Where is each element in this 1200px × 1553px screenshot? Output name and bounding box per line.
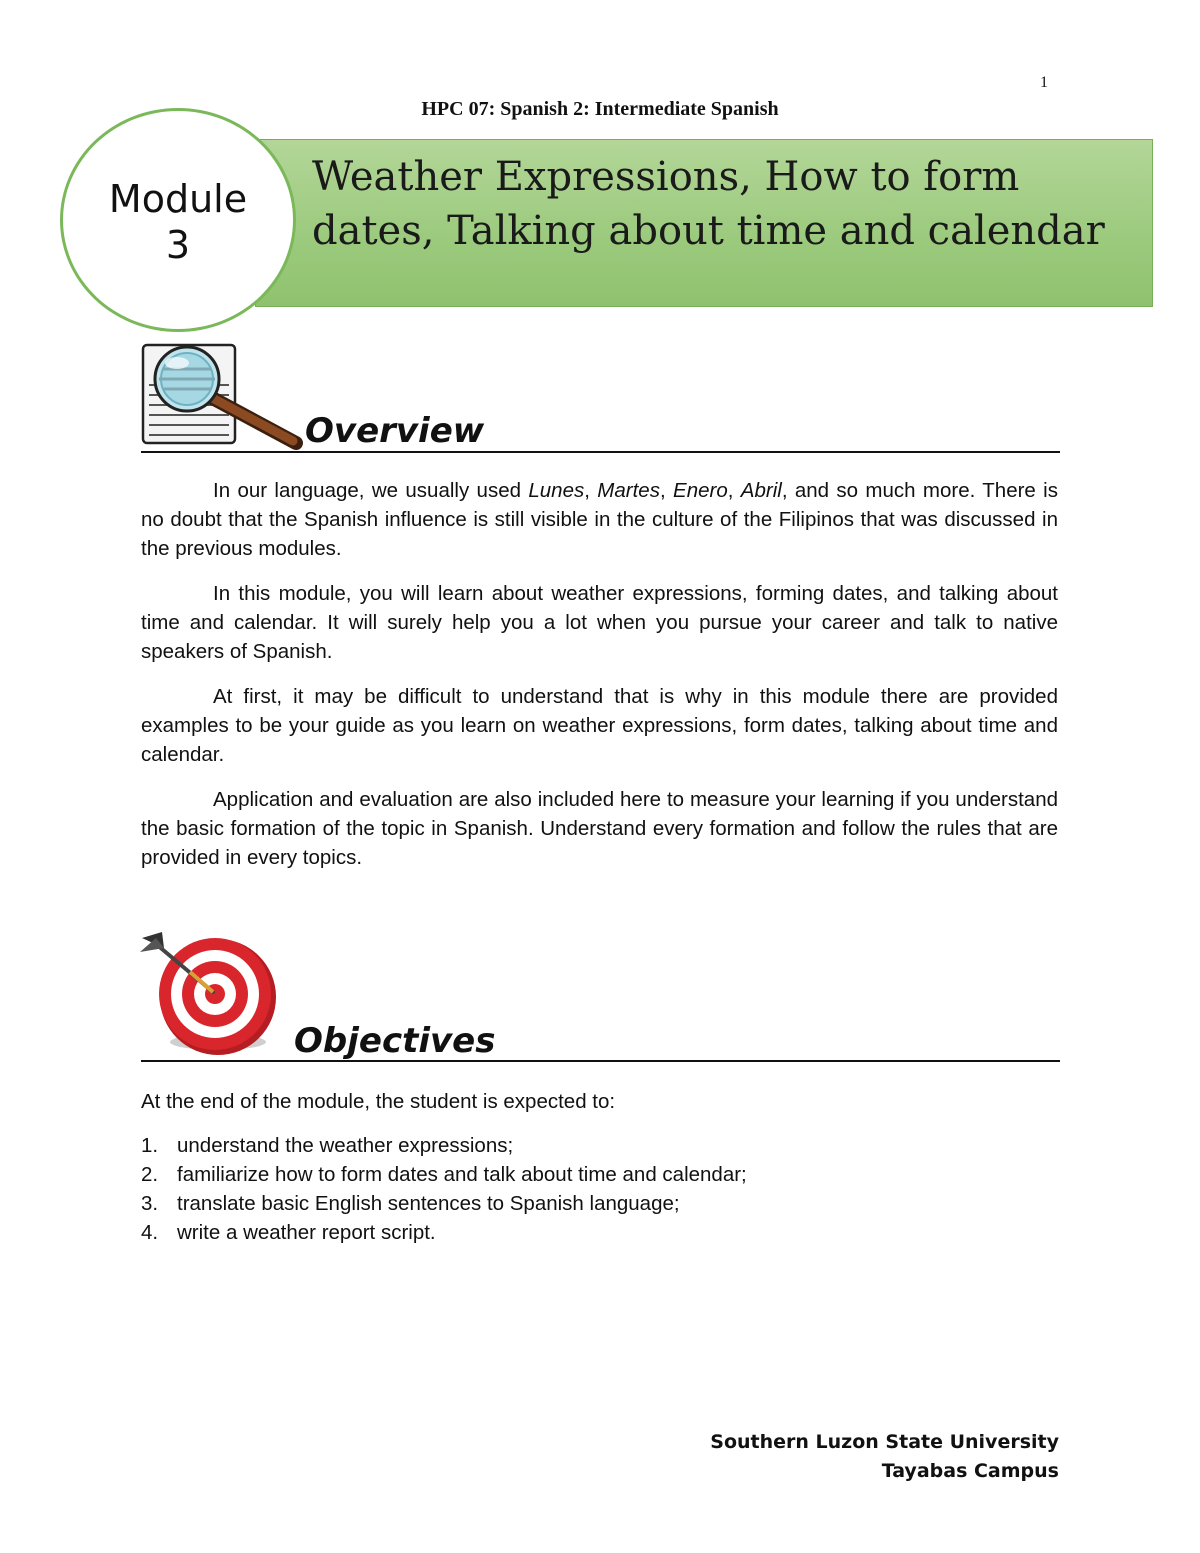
objective-item (141, 1218, 747, 1247)
objective-item (141, 1189, 747, 1218)
overview-heading: Overview (305, 411, 485, 451)
target-dart-icon (138, 930, 283, 1055)
module-badge-label (60, 176, 296, 268)
objectives-rule (141, 1060, 1060, 1062)
text-run: Application and evaluation are also included here to measure your learning if you understand the basic formation of the topic in Spanish. Understand every formation and follow the rules that are provided in every topics. (141, 788, 1058, 869)
text-run: At first, it may be difficult to understand that is why in this module there are provided examples to be your guide as you learn on weather expressions, form dates, talking about time and calendar. (141, 685, 1058, 766)
italic-term: Abril (740, 479, 782, 502)
module-word: Module (108, 177, 248, 221)
course-header: HPC 07: Spanish 2: Intermediate Spanish (421, 98, 779, 120)
overview-paragraph (141, 785, 1058, 872)
italic-term: Enero (673, 479, 728, 502)
objectives-heading: Objectives (294, 1021, 496, 1061)
text-run: , (584, 479, 598, 502)
text-run: In our language, we usually used (213, 479, 529, 502)
objective-text: understand the weather expressions; (177, 1134, 514, 1157)
text-run: , (659, 479, 674, 502)
text-run: , and so much more. There is no doubt that the Spanish influence is still visible in the culture of the Filipinos that was discussed in the previous modules. (141, 479, 1058, 560)
footer (600, 1428, 1059, 1486)
overview-paragraph (141, 682, 1058, 769)
module-title: Weather Expressions, How to form dates, Talking about time and calendar (312, 154, 1105, 254)
objective-number: 3. (141, 1192, 159, 1215)
italic-term: Lunes (528, 479, 585, 502)
module-number: 3 (165, 223, 191, 267)
objectives-list (141, 1131, 747, 1247)
university-name: Southern Luzon State University (710, 1431, 1059, 1453)
overview-body (141, 476, 1058, 888)
text-run: In this module, you will learn about weather expressions, forming dates, and talking about time and calendar. It will surely help you a lot when you pursue your career and talk to native speakers of Spanish. (141, 582, 1058, 663)
objective-item (141, 1160, 747, 1189)
italic-term: Martes (597, 479, 660, 502)
objective-text: write a weather report script. (177, 1221, 436, 1244)
objective-number: 4. (141, 1221, 159, 1244)
campus-name: Tayabas Campus (881, 1460, 1059, 1482)
objectives-intro: At the end of the module, the student is expected to: (141, 1090, 616, 1113)
overview-paragraph (141, 476, 1058, 563)
magnifier-document-icon (141, 343, 306, 451)
objective-text: familiarize how to form dates and talk about time and calendar; (177, 1163, 747, 1186)
overview-paragraph (141, 579, 1058, 666)
text-run: , (727, 479, 741, 502)
objective-number: 2. (141, 1163, 159, 1186)
objective-text: translate basic English sentences to Spanish language; (177, 1192, 680, 1215)
page-number: 1 (1040, 74, 1048, 91)
overview-rule (141, 451, 1060, 453)
objective-item (141, 1131, 747, 1160)
objective-number: 1. (141, 1134, 159, 1157)
